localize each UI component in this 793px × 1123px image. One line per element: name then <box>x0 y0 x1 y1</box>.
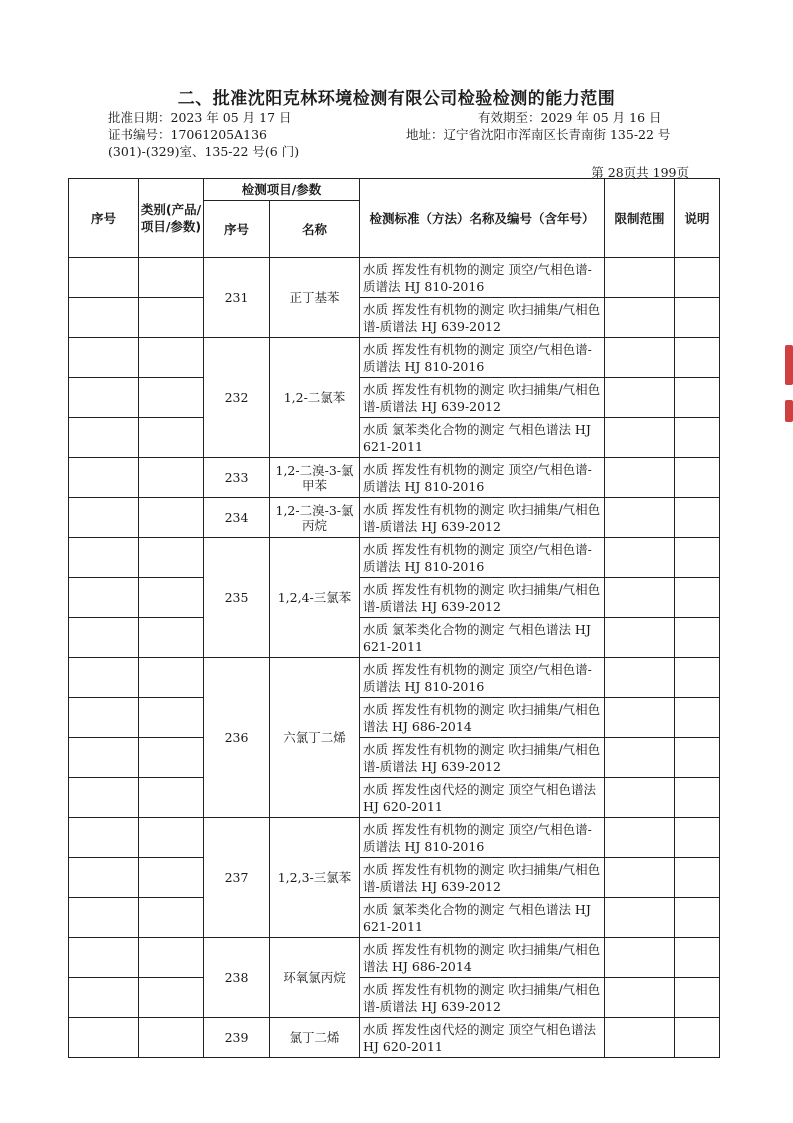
seq-cell <box>69 818 139 858</box>
category-cell <box>139 858 204 898</box>
item-number: 235 <box>204 538 270 658</box>
limit-cell <box>605 898 675 938</box>
table-row <box>69 1018 720 1058</box>
seq-cell <box>69 898 139 938</box>
approval-date: 批准日期：2023 年 05 月 17 日 <box>108 110 292 125</box>
category-cell <box>139 578 204 618</box>
category-cell <box>139 818 204 858</box>
note-cell <box>675 298 720 338</box>
standard-text: 水质 挥发性有机物的测定 吹扫捕集/气相色谱-质谱法 HJ 639-2012 <box>360 378 605 418</box>
seq-cell <box>69 538 139 578</box>
item-name: 六氯丁二烯 <box>270 658 360 818</box>
table-row <box>69 338 720 378</box>
category-cell <box>139 338 204 378</box>
limit-cell <box>605 378 675 418</box>
item-name: 环氧氯丙烷 <box>270 938 360 1018</box>
category-cell <box>139 738 204 778</box>
item-number: 232 <box>204 338 270 458</box>
limit-cell <box>605 298 675 338</box>
header-category: 类别(产品/项目/参数) <box>139 179 204 258</box>
standard-text: 水质 氯苯类化合物的测定 气相色谱法 HJ 621-2011 <box>360 418 605 458</box>
item-name: 1,2,4-三氯苯 <box>270 538 360 658</box>
table-row <box>69 858 720 898</box>
standard-text: 水质 挥发性有机物的测定 顶空/气相色谱-质谱法 HJ 810-2016 <box>360 458 605 498</box>
table-row <box>69 778 720 818</box>
note-cell <box>675 458 720 498</box>
item-name: 氯丁二烯 <box>270 1018 360 1058</box>
note-cell <box>675 658 720 698</box>
standard-text: 水质 挥发性有机物的测定 吹扫捕集/气相色谱-质谱法 HJ 639-2012 <box>360 578 605 618</box>
header-seq: 序号 <box>69 179 139 258</box>
note-cell <box>675 938 720 978</box>
standard-text: 水质 挥发性有机物的测定 吹扫捕集/气相色谱-质谱法 HJ 639-2012 <box>360 738 605 778</box>
category-cell <box>139 378 204 418</box>
note-cell <box>675 378 720 418</box>
header-note: 说明 <box>675 179 720 258</box>
limit-cell <box>605 778 675 818</box>
limit-cell <box>605 618 675 658</box>
limit-cell <box>605 258 675 298</box>
category-cell <box>139 418 204 458</box>
address-continued: (301)-(329)室、135-22 号(6 门) <box>108 144 300 159</box>
seq-cell <box>69 258 139 298</box>
seq-cell <box>69 1018 139 1058</box>
item-number: 231 <box>204 258 270 338</box>
table-row <box>69 298 720 338</box>
standard-text: 水质 氯苯类化合物的测定 气相色谱法 HJ 621-2011 <box>360 618 605 658</box>
standard-text: 水质 氯苯类化合物的测定 气相色谱法 HJ 621-2011 <box>360 898 605 938</box>
standard-text: 水质 挥发性有机物的测定 吹扫捕集/气相色谱-质谱法 HJ 639-2012 <box>360 298 605 338</box>
capability-table <box>68 178 720 1058</box>
category-cell <box>139 258 204 298</box>
seq-cell <box>69 858 139 898</box>
note-cell <box>675 898 720 938</box>
note-cell <box>675 338 720 378</box>
table-row <box>69 898 720 938</box>
limit-cell <box>605 418 675 458</box>
limit-cell <box>605 658 675 698</box>
note-cell <box>675 258 720 298</box>
category-cell <box>139 778 204 818</box>
page-number: 第 28页共 199页 <box>591 165 689 180</box>
table-row <box>69 378 720 418</box>
note-cell <box>675 1018 720 1058</box>
category-cell <box>139 538 204 578</box>
seq-cell <box>69 618 139 658</box>
note-cell <box>675 738 720 778</box>
note-cell <box>675 978 720 1018</box>
note-cell <box>675 578 720 618</box>
limit-cell <box>605 338 675 378</box>
category-cell <box>139 898 204 938</box>
seq-cell <box>69 658 139 698</box>
standard-text: 水质 挥发性有机物的测定 顶空/气相色谱-质谱法 HJ 810-2016 <box>360 818 605 858</box>
item-name: 1,2,3-三氯苯 <box>270 818 360 938</box>
item-number: 239 <box>204 1018 270 1058</box>
note-cell <box>675 618 720 658</box>
note-cell <box>675 858 720 898</box>
table-row <box>69 698 720 738</box>
item-name: 1,2-二溴-3-氯甲苯 <box>270 458 360 498</box>
standard-text: 水质 挥发性卤代烃的测定 顶空气相色谱法 HJ 620-2011 <box>360 1018 605 1058</box>
limit-cell <box>605 978 675 1018</box>
category-cell <box>139 658 204 698</box>
table-row <box>69 738 720 778</box>
standard-text: 水质 挥发性卤代烃的测定 顶空气相色谱法 HJ 620-2011 <box>360 778 605 818</box>
item-name: 1,2-二氯苯 <box>270 338 360 458</box>
limit-cell <box>605 458 675 498</box>
page-title: 二、批准沈阳克林环境检测有限公司检验检测的能力范围 <box>177 89 616 109</box>
table-row <box>69 538 720 578</box>
category-cell <box>139 498 204 538</box>
seq-cell <box>69 978 139 1018</box>
note-cell <box>675 818 720 858</box>
item-number: 237 <box>204 818 270 938</box>
standard-text: 水质 挥发性有机物的测定 顶空/气相色谱-质谱法 HJ 810-2016 <box>360 258 605 298</box>
item-number: 236 <box>204 658 270 818</box>
note-cell <box>675 698 720 738</box>
note-cell <box>675 498 720 538</box>
standard-text: 水质 挥发性有机物的测定 吹扫捕集/气相色谱-质谱法 HJ 639-2012 <box>360 978 605 1018</box>
table-row <box>69 258 720 298</box>
item-name: 1,2-二溴-3-氯丙烷 <box>270 498 360 538</box>
category-cell <box>139 938 204 978</box>
category-cell <box>139 1018 204 1058</box>
category-cell <box>139 618 204 658</box>
scan-margin-mark <box>785 345 793 385</box>
seq-cell <box>69 298 139 338</box>
limit-cell <box>605 738 675 778</box>
table-row <box>69 818 720 858</box>
note-cell <box>675 538 720 578</box>
item-number: 233 <box>204 458 270 498</box>
limit-cell <box>605 938 675 978</box>
table-row <box>69 658 720 698</box>
header-item-seq: 序号 <box>204 201 270 258</box>
limit-cell <box>605 538 675 578</box>
item-number: 238 <box>204 938 270 1018</box>
limit-cell <box>605 858 675 898</box>
table-row <box>69 618 720 658</box>
header-item-name: 名称 <box>270 201 360 258</box>
note-cell <box>675 418 720 458</box>
valid-until: 有效期至：2029 年 05 月 16 日 <box>478 110 662 125</box>
table-row <box>69 418 720 458</box>
seq-cell <box>69 738 139 778</box>
certificate-number: 证书编号：17061205A136 <box>108 127 268 142</box>
standard-text: 水质 挥发性有机物的测定 吹扫捕集/气相色谱法 HJ 686-2014 <box>360 698 605 738</box>
table-row <box>69 498 720 538</box>
standard-text: 水质 挥发性有机物的测定 顶空/气相色谱-质谱法 HJ 810-2016 <box>360 658 605 698</box>
category-cell <box>139 458 204 498</box>
seq-cell <box>69 418 139 458</box>
seq-cell <box>69 698 139 738</box>
seq-cell <box>69 338 139 378</box>
item-name: 正丁基苯 <box>270 258 360 338</box>
standard-text: 水质 挥发性有机物的测定 顶空/气相色谱-质谱法 HJ 810-2016 <box>360 538 605 578</box>
standard-text: 水质 挥发性有机物的测定 吹扫捕集/气相色谱-质谱法 HJ 639-2012 <box>360 498 605 538</box>
category-cell <box>139 978 204 1018</box>
header-item-group: 检测项目/参数 <box>204 179 360 201</box>
note-cell <box>675 778 720 818</box>
table-row <box>69 978 720 1018</box>
seq-cell <box>69 778 139 818</box>
standard-text: 水质 挥发性有机物的测定 吹扫捕集/气相色谱法 HJ 686-2014 <box>360 938 605 978</box>
standard-text: 水质 挥发性有机物的测定 吹扫捕集/气相色谱-质谱法 HJ 639-2012 <box>360 858 605 898</box>
limit-cell <box>605 698 675 738</box>
table-row <box>69 938 720 978</box>
scan-margin-mark <box>785 400 793 422</box>
table-body <box>69 258 720 1058</box>
category-cell <box>139 298 204 338</box>
seq-cell <box>69 578 139 618</box>
seq-cell <box>69 938 139 978</box>
address: 地址：辽宁省沈阳市浑南区长青南街 135-22 号 <box>406 127 671 142</box>
seq-cell <box>69 498 139 538</box>
seq-cell <box>69 378 139 418</box>
limit-cell <box>605 818 675 858</box>
header-limit: 限制范围 <box>605 179 675 258</box>
header-standard: 检测标准（方法）名称及编号（含年号） <box>360 179 605 258</box>
table-row <box>69 578 720 618</box>
limit-cell <box>605 578 675 618</box>
table-row <box>69 458 720 498</box>
limit-cell <box>605 498 675 538</box>
item-number: 234 <box>204 498 270 538</box>
limit-cell <box>605 1018 675 1058</box>
seq-cell <box>69 458 139 498</box>
standard-text: 水质 挥发性有机物的测定 顶空/气相色谱-质谱法 HJ 810-2016 <box>360 338 605 378</box>
category-cell <box>139 698 204 738</box>
